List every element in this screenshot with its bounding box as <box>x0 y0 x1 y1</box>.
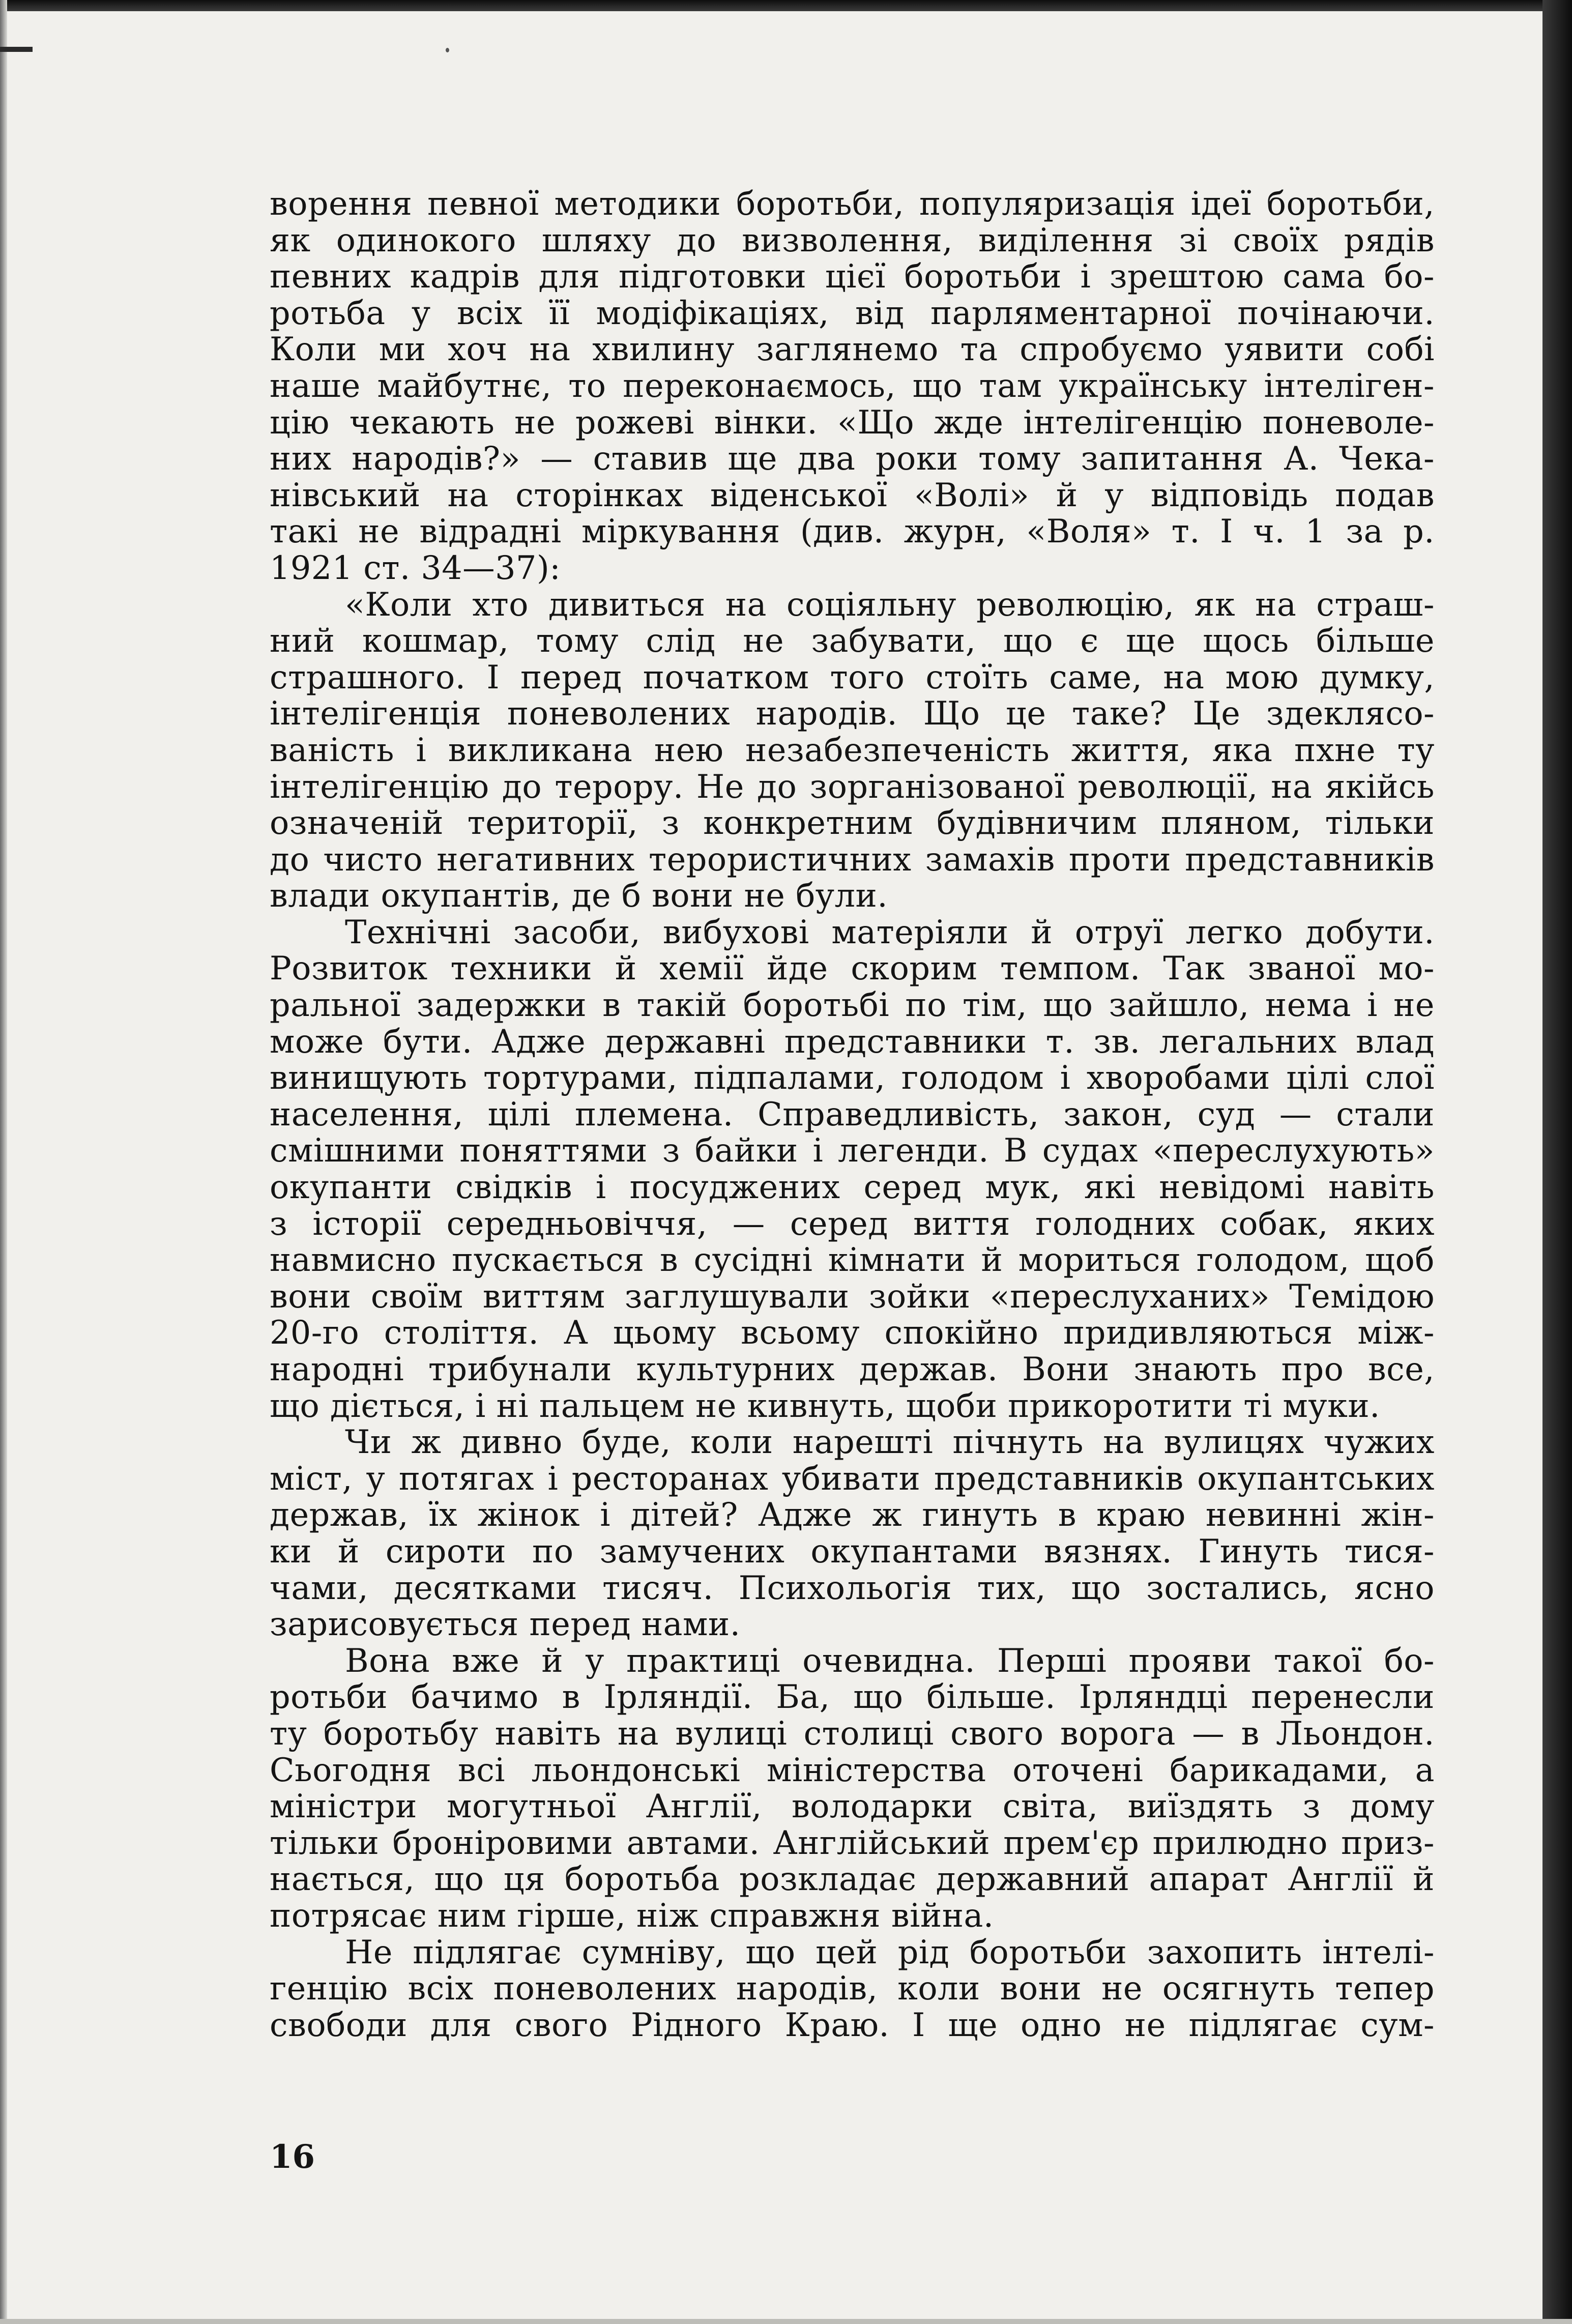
text-line: потрясає ним гірше, ніж справжня війна. <box>270 1896 994 1934</box>
text-line: як одинокого шляху до визволення, виділення зі своїх рядів <box>270 221 1435 259</box>
text-line: з історії середньовіччя, — серед виття голодних собак, яких <box>270 1204 1435 1242</box>
page-number: 16 <box>270 2138 315 2176</box>
text-line: 1921 ст. 34—37): <box>270 548 561 587</box>
text-line: винищують тортурами, підпалами, голодом і хворобами цілі слої <box>270 1059 1435 1097</box>
scan-edge-top <box>0 0 1572 11</box>
text-line: ротьби бачимо в Ірляндії. Ба, що більше. Ірляндці перенесли <box>270 1678 1435 1716</box>
text-line: Не підлягає сумніву, що цей рід боротьби захопить інтелі- <box>345 1933 1435 1971</box>
scan-edge-left <box>0 0 7 2324</box>
text-line: влади окупантів, де б вони не були. <box>270 877 888 915</box>
text-line: Вона вже й у практиці очевидна. Перші прояви такої бо- <box>345 1641 1435 1679</box>
text-line: Коли ми хоч на хвилину заглянемо та спробуємо уявити собі <box>270 330 1435 368</box>
body-text <box>270 186 1435 2043</box>
text-line: нається, що ця боротьба розкладає державний апарат Англії й <box>270 1860 1435 1898</box>
scan-edge-bottom <box>0 2319 1572 2324</box>
text-line: ту боротьбу навіть на вулиці столиці свого ворога — в Льондон. <box>270 1714 1435 1752</box>
text-line: міст, у потягах і ресторанах убивати представників окупантських <box>270 1459 1435 1497</box>
text-line: до чисто негативних терористичних замахів проти представників <box>270 840 1435 878</box>
text-line: чами, десятками тисяч. Психольогія тих, що зостались, ясно <box>270 1568 1435 1607</box>
text-line: інтелігенція поневолених народів. Що це таке? Це здеклясо- <box>270 694 1435 733</box>
text-line: інтелігенцію до терору. Не до зорганізованої революції, на якійсь <box>270 767 1435 805</box>
text-line: ральної задержки в такій боротьбі по тім, що зайшло, нема і не <box>270 986 1435 1024</box>
text-line: 20-го століття. А цьому всьому спокійно придивляються між- <box>270 1314 1435 1352</box>
text-line: міністри могутньої Англії, володарки світа, виїздять з дому <box>270 1787 1435 1825</box>
text-line: свободи для свого Рідного Краю. І ще одно не підлягає сум- <box>270 2006 1435 2044</box>
text-line: тільки броніровими автами. Англійський прем'єр прилюдно приз- <box>270 1823 1435 1862</box>
text-line: смішними поняттями з байки і легенди. В судах «переслухують» <box>270 1131 1435 1170</box>
text-line: Сьогодня всі льондонські міністерства оточені барикадами, а <box>270 1751 1435 1789</box>
text-line: ний кошмар, тому слід не забувати, що є ще щось більше <box>270 622 1435 660</box>
text-line: окупанти свідків і посуджених серед мук, які невідомі навіть <box>270 1168 1435 1206</box>
text-line: генцію всіх поневолених народів, коли вони не осягнуть тепер <box>270 1969 1435 2008</box>
text-line: ваність і викликана нею незабезпеченість життя, яка пхне ту <box>270 731 1435 769</box>
scan-edge-mark <box>0 47 33 52</box>
text-line: навмисно пускається в сусідні кімнати й мориться голодом, щоб <box>270 1241 1435 1279</box>
text-line: може бути. Адже державні представники т. зв. легальних влад <box>270 1022 1435 1060</box>
scan-edge-right <box>1542 0 1572 2324</box>
text-line: страшного. І перед початком того стоїть саме, на мою думку, <box>270 658 1435 696</box>
text-line: «Коли хто дивиться на соціяльну революцію, як на страш- <box>345 585 1435 623</box>
text-line: ворення певної методики боротьби, популяризація ідеї боротьби, <box>270 185 1435 222</box>
text-line: Розвиток техники й хемії йде скорим темпом. Так званої мо- <box>270 949 1435 987</box>
text-line: народні трибунали культурних держав. Вони знають про все, <box>270 1350 1435 1388</box>
text-line: вони своїм виттям заглушували зойки «переслуханих» Темідою <box>270 1277 1435 1315</box>
text-line: ки й сироти по замучених окупантами вязнях. Гинуть тися- <box>270 1532 1435 1570</box>
ink-speck <box>446 48 449 52</box>
text-line: населення, цілі племена. Справедливість, закон, суд — стали <box>270 1095 1435 1133</box>
text-line: цію чекають не рожеві вінки. «Що жде інтелігенцію поневоле- <box>270 403 1435 441</box>
text-line: певних кадрів для підготовки цієї боротьби і зрештою сама бо- <box>270 257 1435 296</box>
text-line: Чи ж дивно буде, коли нарешті пічнуть на вулицях чужих <box>345 1423 1435 1461</box>
text-line: них народів?» — ставив ще два роки тому запитання А. Чека- <box>270 440 1435 478</box>
text-line: наше майбутнє, то переконаємось, що там українську інтеліген- <box>270 366 1435 404</box>
text-line: зарисовується перед нами. <box>270 1605 741 1643</box>
text-line: нівський на сторінках віденської «Волі» й у відповідь подав <box>270 476 1435 514</box>
text-line: ротьба у всіх її модіфікаціях, від парляментарної почінаючи. <box>270 294 1435 332</box>
text-line: держав, їх жінок і дітей? Адже ж гинуть в краю невинні жін- <box>270 1496 1435 1534</box>
text-line: що діється, і ні пальцем не кивнуть, щоби прикоротити ті муки. <box>270 1386 1380 1425</box>
text-line: такі не відрадні міркування (див. журн, «Воля» т. I ч. 1 за р. <box>270 512 1435 550</box>
text-line: Технічні засоби, вибухові матеріяли й отруї легко добути. <box>345 913 1435 951</box>
text-line: означеній території, з конкретним будівничим пляном, тільки <box>270 804 1435 842</box>
